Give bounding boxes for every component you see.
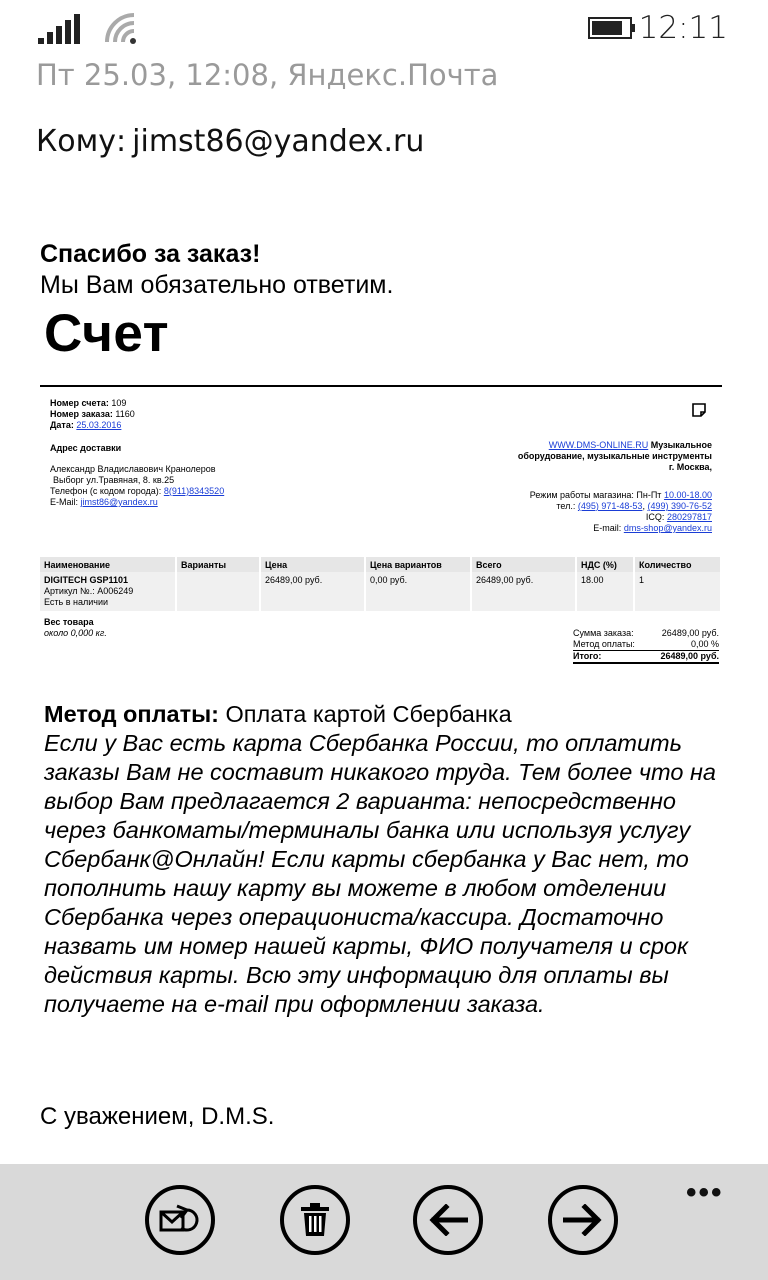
column-header: Всего	[471, 557, 576, 572]
totals-block	[573, 628, 719, 664]
item-stock: Есть в наличии	[44, 597, 108, 607]
recipient-line	[36, 124, 424, 159]
delivery-address	[50, 464, 224, 508]
payment-value: Оплата картой Сбербанка	[225, 701, 512, 727]
recipient-label: Кому:	[36, 124, 127, 159]
method-label: Метод оплаты:	[573, 639, 635, 649]
date-link[interactable]: 25.03.2016	[76, 420, 122, 430]
clock: 12:11	[638, 10, 728, 46]
table-row	[40, 572, 721, 611]
item-price: 26489,00 руб.	[260, 572, 365, 611]
date-label: Дата:	[50, 420, 74, 430]
delivery-address-title: Адрес доставки	[50, 443, 122, 453]
shop-email-link[interactable]: dms-shop@yandex.ru	[623, 523, 712, 533]
icq-label: ICQ:	[645, 512, 665, 522]
item-name: DIGITECH GSP1101	[44, 575, 129, 585]
weight-block	[44, 617, 107, 639]
weight-value: около 0,000 кг.	[44, 628, 107, 638]
item-article: Артикул №.: A006249	[44, 586, 134, 596]
hours-value[interactable]: 10.00-18.00	[663, 490, 712, 500]
next-button[interactable]	[548, 1185, 618, 1255]
hours-label: Режим работы магазина: Пн-Пт	[529, 490, 662, 500]
total-row	[573, 651, 719, 664]
shop-city: г. Москва,	[668, 462, 712, 472]
payment-description: Если у Вас есть карта Сбербанка России, то оплатить заказы Вам не составит никакого труда. Тем более что на выбор Вам предлагается 2 варианта: непосредственно через банкоматы/терминалы банка или используя услугу Сбербанк@Онлайн! Если карты сбербанка у Вас нет, то пополнить нашу карту вы можете в любом отделении Сбербанка через операциониста/кассира. Достаточно назвать им номер нашей карты, ФИО получателя и срок действия карты. Всю эту информацию для оплаты вы получаете на e-mail при оформлении заказа.	[44, 730, 716, 1017]
battery-icon	[588, 17, 636, 39]
item-variant-price: 0,00 руб.	[365, 572, 471, 611]
invoice-meta	[50, 398, 135, 431]
message-header: Пт 25.03, 12:08, Яндекс.Почта	[36, 58, 499, 92]
weight-label: Вес товара	[44, 617, 94, 627]
item-variants	[176, 572, 260, 611]
customer-email-link[interactable]: jimst86@yandex.ru	[80, 497, 158, 507]
item-cell	[40, 572, 176, 611]
column-header: Цена	[260, 557, 365, 572]
wifi-icon	[104, 12, 138, 44]
shop-desc-1: Музыкальное	[650, 440, 712, 450]
app-bar	[0, 1164, 768, 1280]
thanks-subtitle: Мы Вам обязательно ответим.	[40, 271, 394, 299]
delete-button[interactable]	[280, 1185, 350, 1255]
order-table-header	[40, 557, 721, 572]
note-icon[interactable]	[692, 403, 706, 417]
previous-button[interactable]	[413, 1185, 483, 1255]
icq-link[interactable]: 280297817	[666, 512, 712, 522]
signature: С уважением, D.M.S.	[40, 1103, 275, 1130]
tel-label: тел.:	[556, 501, 576, 511]
more-options-button[interactable]: •••	[686, 1176, 724, 1209]
item-total: 26489,00 руб.	[471, 572, 576, 611]
reply-all-icon	[157, 1200, 203, 1240]
item-vat: 18.00	[576, 572, 634, 611]
reply-all-button[interactable]	[145, 1185, 215, 1255]
payment-label: Метод оплаты:	[44, 701, 219, 727]
recipient-address: jimst86@yandex.ru	[132, 124, 425, 159]
customer-name: Александр Владиславович Кранолеров	[50, 464, 216, 474]
customer-address: Выборг ул.Травяная, 8. кв.25	[53, 475, 175, 485]
invoice-divider	[40, 385, 722, 387]
sum-row	[573, 628, 719, 639]
arrow-right-icon	[563, 1204, 603, 1236]
column-header: Наименование	[40, 557, 176, 572]
total-value: 26489,00 руб.	[660, 651, 719, 661]
item-qty: 1	[634, 572, 721, 611]
method-value: 0,00 %	[690, 639, 719, 649]
order-number-label: Номер заказа:	[50, 409, 113, 419]
shop-email-label: E-mail:	[593, 523, 622, 533]
arrow-left-icon	[428, 1204, 468, 1236]
sum-value: 26489,00 руб.	[661, 628, 719, 638]
shop-desc-2: оборудование, музыкальные инструменты	[517, 451, 712, 461]
signal-strength-icon	[38, 14, 88, 44]
invoice-number: 109	[111, 398, 127, 408]
tel-link-2[interactable]: (499) 390-76-52	[647, 501, 712, 511]
shop-info	[452, 440, 712, 473]
invoice-number-label: Номер счета:	[50, 398, 109, 408]
column-header: Варианты	[176, 557, 260, 572]
email-label: E-Mail:	[50, 497, 79, 507]
column-header: Цена вариантов	[365, 557, 471, 572]
delete-icon	[300, 1203, 330, 1237]
thanks-title: Спасибо за заказ!	[40, 240, 261, 268]
shop-contacts: Режим работы магазина: Пн-Пт 10.00-18.00 тел.: (495) 971-48-53, (499) 390-76-52 ICQ: 280297817 E-mail: dms-shop@yandex.ru	[529, 490, 712, 533]
order-number: 1160	[115, 409, 135, 419]
tel-link-1[interactable]: (495) 971-48-53	[577, 501, 643, 511]
sum-label: Сумма заказа:	[573, 628, 634, 638]
phone-label: Телефон (с кодом города):	[50, 486, 162, 496]
payment-section	[44, 700, 734, 1019]
column-header: Количество	[634, 557, 721, 572]
order-table	[40, 557, 722, 611]
phone-link[interactable]: 8(911)8343520	[163, 486, 225, 496]
method-row	[573, 639, 719, 651]
total-label: Итого:	[573, 651, 602, 661]
column-header: НДС (%)	[576, 557, 634, 572]
shop-site-link[interactable]: WWW.DMS-ONLINE.RU	[548, 440, 649, 450]
invoice-heading: Счет	[44, 304, 170, 363]
